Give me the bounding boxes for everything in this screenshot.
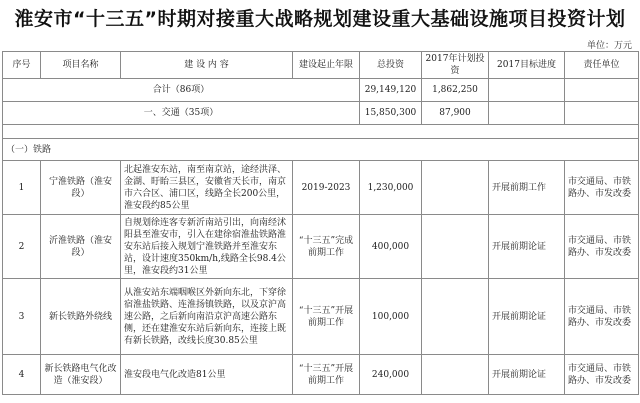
table-row	[3, 279, 639, 355]
row-responsible: 市交通局、市铁路办、市发改委	[565, 161, 639, 215]
table-row	[3, 355, 639, 395]
row-name: 沂淮铁路（淮安段）	[41, 215, 121, 279]
summary-responsible	[565, 79, 639, 102]
category-label: 一、交通（35项）	[3, 102, 360, 125]
row-period: “十三五”开展前期工作	[293, 279, 360, 355]
row-period: 2019-2023	[293, 161, 360, 215]
header-plan2017: 2017年计划投资	[422, 52, 489, 79]
row-responsible: 市交通局、市铁路办、市发改委	[565, 279, 639, 355]
row-seq: 1	[3, 161, 41, 215]
row-responsible: 市交通局、市铁路办、市发改委	[565, 215, 639, 279]
header-name: 项目名称	[41, 52, 121, 79]
row-plan2017	[422, 161, 489, 215]
category-progress	[489, 102, 565, 125]
summary-progress	[489, 79, 565, 102]
row-total: 400,000	[360, 215, 422, 279]
row-content: 自规划徐连客专新沂南站引出，向南经沭阳县至淮安市，引入在建徐宿淮盐铁路淮安东站后接入规划宁淮铁路并至淮安东站，设计速度350km/h,线路全长98.4公里，淮安段约31公里	[121, 215, 293, 279]
header-responsible: 责任单位	[565, 52, 639, 79]
row-progress: 开展前期论证	[489, 355, 565, 395]
spacer-row	[3, 125, 639, 139]
row-responsible: 市交通局、市铁路办、市发改委	[565, 355, 639, 395]
table-row	[3, 215, 639, 279]
row-content: 从淮安站东端咽喉区外新向东北，下穿徐宿淮盐铁路、连淮扬镇铁路，以及京沪高速公路，之后新向南沿京沪高速公路东侧，还在建淮安东站后新向东，连接上既有新长铁路，改线长度30.85公里	[121, 279, 293, 355]
header-progress: 2017目标进度	[489, 52, 565, 79]
row-seq: 3	[3, 279, 41, 355]
summary-label: 合计（86项）	[3, 79, 360, 102]
spacer-cell	[3, 125, 639, 139]
table-header-row	[3, 52, 639, 79]
summary-total: 29,149,120	[360, 79, 422, 102]
document-title: 淮安市“十三五”时期对接重大战略规划建设重大基础设施项目投资计划	[14, 8, 626, 30]
row-progress: 开展前期工作	[489, 161, 565, 215]
row-content: 北起淮安东站，南至南京站，途经洪泽、金湖、盱眙三县区，安徽省天长市，南京市六合区、浦口区，线路全长200公里，淮安段约85公里	[121, 161, 293, 215]
category-responsible	[565, 102, 639, 125]
investment-plan-table	[2, 51, 639, 395]
row-total: 1,230,000	[360, 161, 422, 215]
summary-plan2017: 1,862,250	[422, 79, 489, 102]
row-content: 淮安段电气化改造81公里	[121, 355, 293, 395]
header-seq: 序号	[3, 52, 41, 79]
unit-label: 单位：万元	[586, 41, 632, 51]
header-total: 总投资	[360, 52, 422, 79]
row-period: “十三五”开展前期工作	[293, 355, 360, 395]
row-name: 新长铁路外绕线	[41, 279, 121, 355]
row-seq: 2	[3, 215, 41, 279]
row-plan2017	[422, 355, 489, 395]
row-progress: 开展前期论证	[489, 215, 565, 279]
category-row	[3, 102, 639, 125]
header-period: 建设起止年限	[293, 52, 360, 79]
category-plan2017: 87,900	[422, 102, 489, 125]
category-total: 15,850,300	[360, 102, 422, 125]
row-period: “十三五”完成前期工作	[293, 215, 360, 279]
row-plan2017	[422, 215, 489, 279]
header-content: 建 设 内 容	[121, 52, 293, 79]
section-label: （一）铁路	[3, 139, 639, 161]
row-total: 100,000	[360, 279, 422, 355]
row-seq: 4	[3, 355, 41, 395]
row-name: 宁淮铁路（淮安段）	[41, 161, 121, 215]
row-total: 240,000	[360, 355, 422, 395]
row-progress: 开展前期论证	[489, 279, 565, 355]
section-row	[3, 139, 639, 161]
summary-row	[3, 79, 639, 102]
row-name: 新长铁路电气化改造（淮安段）	[41, 355, 121, 395]
table-row	[3, 161, 639, 215]
row-plan2017	[422, 279, 489, 355]
